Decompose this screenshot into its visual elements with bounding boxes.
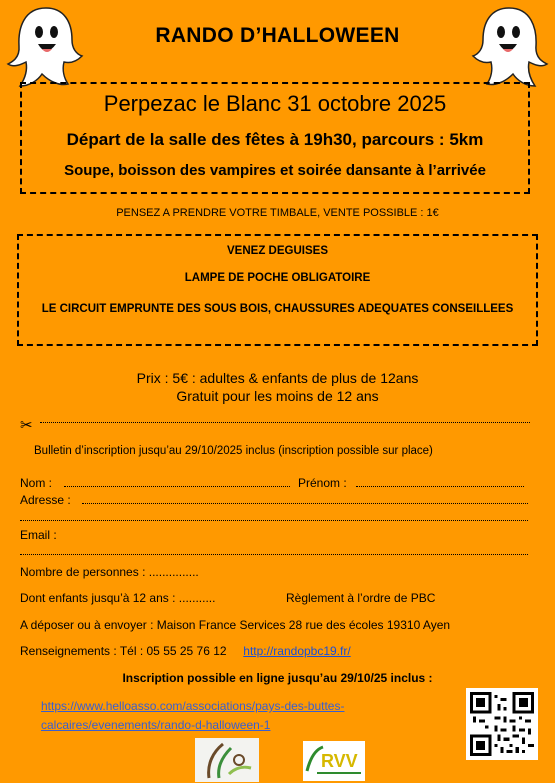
phone-info: Renseignements : Tél : 05 55 25 76 12 [20, 644, 227, 658]
event-extras: Soupe, boisson des vampires et soirée dansante à l’arrivée [64, 162, 486, 179]
contact-info [20, 644, 351, 658]
event-date-location: Perpezac le Blanc 31 octobre 2025 [103, 91, 447, 116]
nb-personnes-field[interactable]: Nombre de personnes : ............... [20, 565, 199, 579]
adresse-field[interactable] [82, 494, 528, 504]
cut-line [40, 422, 530, 423]
nom-label: Nom : [20, 476, 53, 490]
email-field[interactable] [20, 545, 528, 555]
enfants-field[interactable]: Dont enfants jusqu’à 12 ans : ........... [20, 591, 216, 605]
helloasso-url-line1[interactable]: https://www.helloasso.com/associations/pays-des-buttes- [41, 699, 345, 713]
helloasso-link[interactable] [41, 697, 441, 735]
online-registration-title: Inscription possible en ligne jusqu’au 29/10/25 inclus : [122, 671, 433, 685]
reglement-note: Règlement à l’ordre de PBC [286, 591, 436, 605]
rule-costume: VENEZ DEGUISES [227, 245, 328, 257]
cup-reminder: PENSEZ A PRENDRE VOTRE TIMBALE, VENTE POSSIBLE : 1€ [116, 207, 439, 219]
rules-box [17, 234, 538, 346]
qr-code [466, 688, 538, 760]
deposit-address: A déposer ou à envoyer : Maison France Services 28 rue des écoles 19310 Ayen [20, 618, 451, 632]
price-children: Gratuit pour les moins de 12 ans [176, 388, 379, 404]
event-departure: Départ de la salle des fêtes à 19h30, parcours : 5km [66, 130, 484, 149]
event-info-box [20, 82, 530, 194]
nom-field[interactable] [64, 477, 290, 487]
prenom-field[interactable] [356, 477, 524, 487]
adresse-field-line2[interactable] [20, 511, 528, 521]
rule-flashlight: LAMPE DE POCHE OBLIGATOIRE [184, 272, 371, 284]
prenom-label: Prénom : [298, 476, 347, 490]
price-info [0, 369, 555, 405]
page-title: RANDO D’HALLOWEEN [155, 24, 400, 47]
helloasso-url-line2[interactable]: calcaires/evenements/rando-d-halloween-1 [41, 718, 271, 732]
svg-text:RVV: RVV [321, 751, 358, 771]
rvv-logo [303, 741, 365, 781]
adresse-label: Adresse : [20, 493, 71, 507]
club-logo [195, 738, 259, 782]
scissors-icon: ✂ [20, 417, 33, 434]
email-label: Email : [20, 528, 57, 542]
website-link[interactable]: http://randopbc19.fr/ [243, 644, 351, 658]
bulletin-heading: Bulletin d’inscription jusqu’au 29/10/2025 inclus (inscription possible sur place) [34, 445, 433, 457]
price-adults: Prix : 5€ : adultes & enfants de plus de 12ans [136, 370, 419, 386]
rule-shoes: LE CIRCUIT EMPRUNTE DES SOUS BOIS, CHAUSSURES ADEQUATES CONSEILLEES [41, 303, 514, 315]
